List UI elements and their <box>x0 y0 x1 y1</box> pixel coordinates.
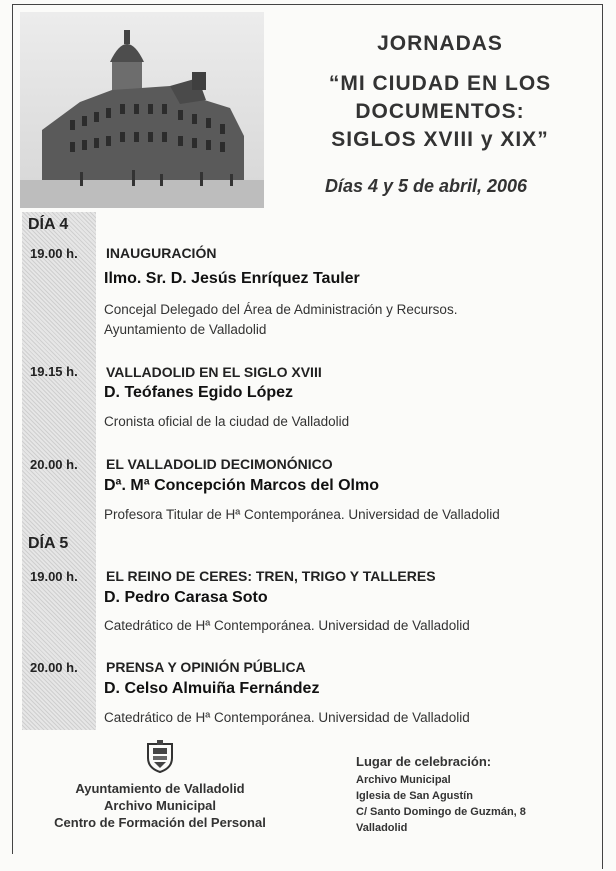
event-speaker: D. Teófanes Egido López <box>104 384 294 401</box>
event-title <box>280 30 600 154</box>
event-speaker: D. Pedro Carasa Soto <box>104 589 268 606</box>
event-speaker-role <box>104 412 574 432</box>
header-photo-building <box>20 12 264 208</box>
role-line: Ayuntamiento de Valladolid <box>104 322 267 337</box>
event-title-item: INAUGURACIÓN <box>106 245 217 261</box>
event-speaker-role <box>104 505 574 525</box>
organizer-line: Centro de Formación del Personal <box>54 815 266 830</box>
day-label-1: DÍA 4 <box>28 216 69 233</box>
event-speaker: Dª. Mª Concepción Marcos del Olmo <box>104 477 379 494</box>
event-time: 19.00 h. <box>30 246 78 261</box>
venue-line: C/ Santo Domingo de Guzmán, 8 <box>356 806 526 818</box>
border-line-left <box>12 4 13 854</box>
event-speaker-role <box>104 300 574 340</box>
title-line-1: JORNADAS <box>377 32 503 55</box>
event-time: 20.00 h. <box>30 660 78 675</box>
venue-heading: Lugar de celebración: <box>356 754 492 769</box>
role-line: Catedrático de Hª Contemporánea. Universidad de Valladolid <box>104 618 470 633</box>
day-label-2: DÍA 5 <box>28 535 69 552</box>
organizer-line: Archivo Municipal <box>104 798 216 813</box>
building-illustration <box>20 12 264 208</box>
event-dates: Días 4 y 5 de abril, 2006 <box>324 176 528 196</box>
title-line-3: DOCUMENTOS: <box>355 100 525 123</box>
event-speaker: D. Celso Almuiña Fernández <box>104 680 320 697</box>
city-crest-icon <box>144 740 176 774</box>
border-line-right <box>602 4 603 869</box>
role-line: Concejal Delegado del Área de Administración y Recursos. <box>104 302 458 317</box>
title-line-4: SIGLOS XVIII y XIX” <box>331 128 549 151</box>
event-speaker-role <box>104 616 574 636</box>
event-title-item: EL VALLADOLID DECIMONÓNICO <box>106 456 333 472</box>
role-line: Catedrático de Hª Contemporánea. Universidad de Valladolid <box>104 710 470 725</box>
event-title-item: PRENSA Y OPINIÓN PÚBLICA <box>106 659 306 675</box>
role-line: Cronista oficial de la ciudad de Valladolid <box>104 414 350 429</box>
event-speaker: Ilmo. Sr. D. Jesús Enríquez Tauler <box>104 270 360 287</box>
venue-line: Valladolid <box>356 822 408 834</box>
event-title-item: EL REINO DE CERES: TREN, TRIGO Y TALLERES <box>106 568 436 584</box>
event-time: 19.00 h. <box>30 569 78 584</box>
role-line: Profesora Titular de Hª Contemporánea. Universidad de Valladolid <box>104 507 500 522</box>
organizer-line: Ayuntamiento de Valladolid <box>75 781 245 796</box>
title-line-2: “MI CIUDAD EN LOS <box>328 72 552 95</box>
event-time: 19.15 h. <box>30 364 78 379</box>
venue-line: Archivo Municipal <box>356 774 451 786</box>
event-title-item: VALLADOLID EN EL SIGLO XVIII <box>106 364 322 380</box>
event-speaker-role <box>104 708 574 728</box>
event-time: 20.00 h. <box>30 457 78 472</box>
border-line-top <box>12 4 602 5</box>
venue-line: Iglesia de San Agustín <box>356 790 473 802</box>
organizer-block <box>30 780 290 831</box>
